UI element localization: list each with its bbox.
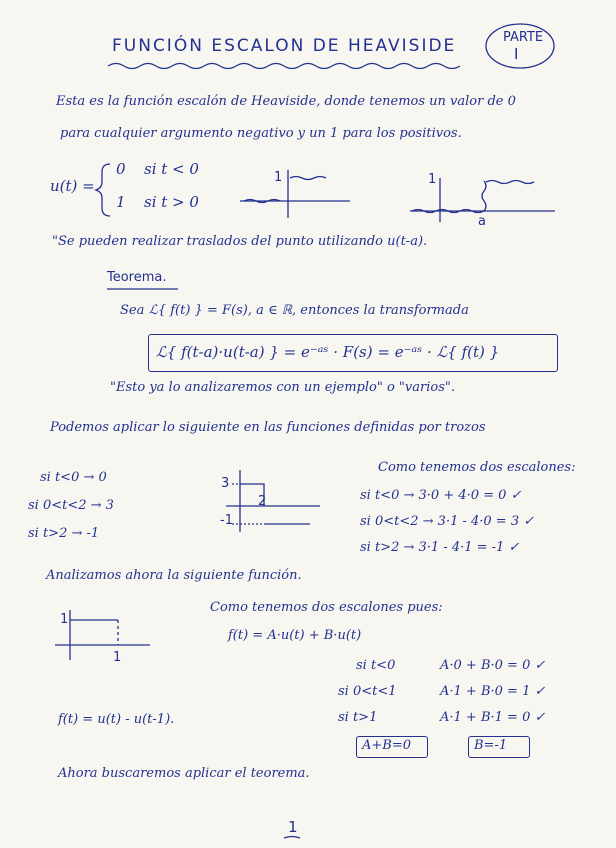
analysis-equation: f(t) = A·u(t) + B·u(t) xyxy=(228,628,362,643)
graph1-label-one: 1 xyxy=(274,170,283,185)
analysis-row3-val: A·1 + B·1 = 0 ✓ xyxy=(440,710,546,725)
page-number: 1 xyxy=(288,818,298,836)
g2-step-rise xyxy=(482,181,486,211)
an-graph-label-1: 1 xyxy=(60,612,69,627)
piecewise-steps-title: Como tenemos dos escalones: xyxy=(378,460,576,475)
result-ab: A+B=0 xyxy=(362,738,411,753)
analysis-row3-cond: si t>1 xyxy=(338,710,378,725)
closing-line: Ahora buscaremos aplicar el teorema. xyxy=(58,766,310,781)
an-graph-label-x1: 1 xyxy=(113,650,122,665)
analysis-final-f: f(t) = u(t) - u(t-1). xyxy=(58,712,175,727)
g1-step-high xyxy=(290,177,326,180)
intro-line-1: Esta es la función escalón de Heaviside, donde tenemos un valor de 0 xyxy=(56,94,516,109)
piecewise-step-2: si 0<t<2 → 3·1 - 4·0 = 3 ✓ xyxy=(360,514,535,529)
analysis-subtitle: Como tenemos dos escalones pues: xyxy=(210,600,443,615)
graph2-label-a: a xyxy=(478,214,486,229)
pw-graph-label-3: 3 xyxy=(221,476,230,491)
definition-brace xyxy=(96,164,110,216)
theorem-heading: Teorema. xyxy=(107,270,167,285)
title-underline xyxy=(108,64,460,69)
page-number-flourish xyxy=(284,837,300,839)
badge-part-label: PARTE xyxy=(503,30,544,45)
piecewise-intro: Podemos aplicar lo siguiente en las funciones definidas por trozos xyxy=(50,420,486,435)
result-b: B=-1 xyxy=(474,738,508,753)
theorem-remark: "Esto ya lo analizaremos con un ejemplo" o "varios". xyxy=(110,380,455,395)
definition-lhs: u(t) = xyxy=(50,177,95,195)
definition-case2-value: 1 xyxy=(116,193,126,211)
shift-note: "Se pueden realizar traslados del punto utilizando u(t-a). xyxy=(52,234,428,249)
definition-case1-value: 0 xyxy=(116,160,126,178)
analysis-row1-cond: si t<0 xyxy=(356,658,396,673)
theorem-statement: Sea ℒ{ f(t) } = F(s), a ∈ ℝ, entonces la transformada xyxy=(120,303,469,318)
g2-step-low xyxy=(412,210,484,213)
piecewise-case-3: si t>2 → -1 xyxy=(28,526,100,541)
pw-graph-label-2: 2 xyxy=(258,494,267,509)
g2-step-high xyxy=(486,181,534,184)
piecewise-case-1: si t<0 → 0 xyxy=(40,470,107,485)
theorem-formula: ℒ{ f(t-a)·u(t-a) } = e⁻ᵃˢ · F(s) = e⁻ᵃˢ · ℒ{ f(t) } xyxy=(156,343,500,361)
pw-graph-label-m1: -1 xyxy=(220,513,233,528)
graph2-label-one: 1 xyxy=(428,172,437,187)
analysis-row1-val: A·0 + B·0 = 0 ✓ xyxy=(440,658,546,673)
analysis-row2-val: A·1 + B·0 = 1 ✓ xyxy=(440,684,546,699)
badge-part-number: I xyxy=(514,45,519,63)
piecewise-case-2: si 0<t<2 → 3 xyxy=(28,498,114,513)
definition-case1-cond: si t < 0 xyxy=(144,160,199,178)
analysis-intro: Analizamos ahora la siguiente función. xyxy=(46,568,302,583)
intro-line-2: para cualquier argumento negativo y un 1 para los positivos. xyxy=(60,126,462,141)
piecewise-step-1: si t<0 → 3·0 + 4·0 = 0 ✓ xyxy=(360,488,522,503)
analysis-row2-cond: si 0<t<1 xyxy=(338,684,397,699)
piecewise-step-3: si t>2 → 3·1 - 4·1 = -1 ✓ xyxy=(360,540,520,555)
definition-case2-cond: si t > 0 xyxy=(144,193,199,211)
page-title: FUNCIÓN ESCALON DE HEAVISIDE xyxy=(112,36,457,56)
